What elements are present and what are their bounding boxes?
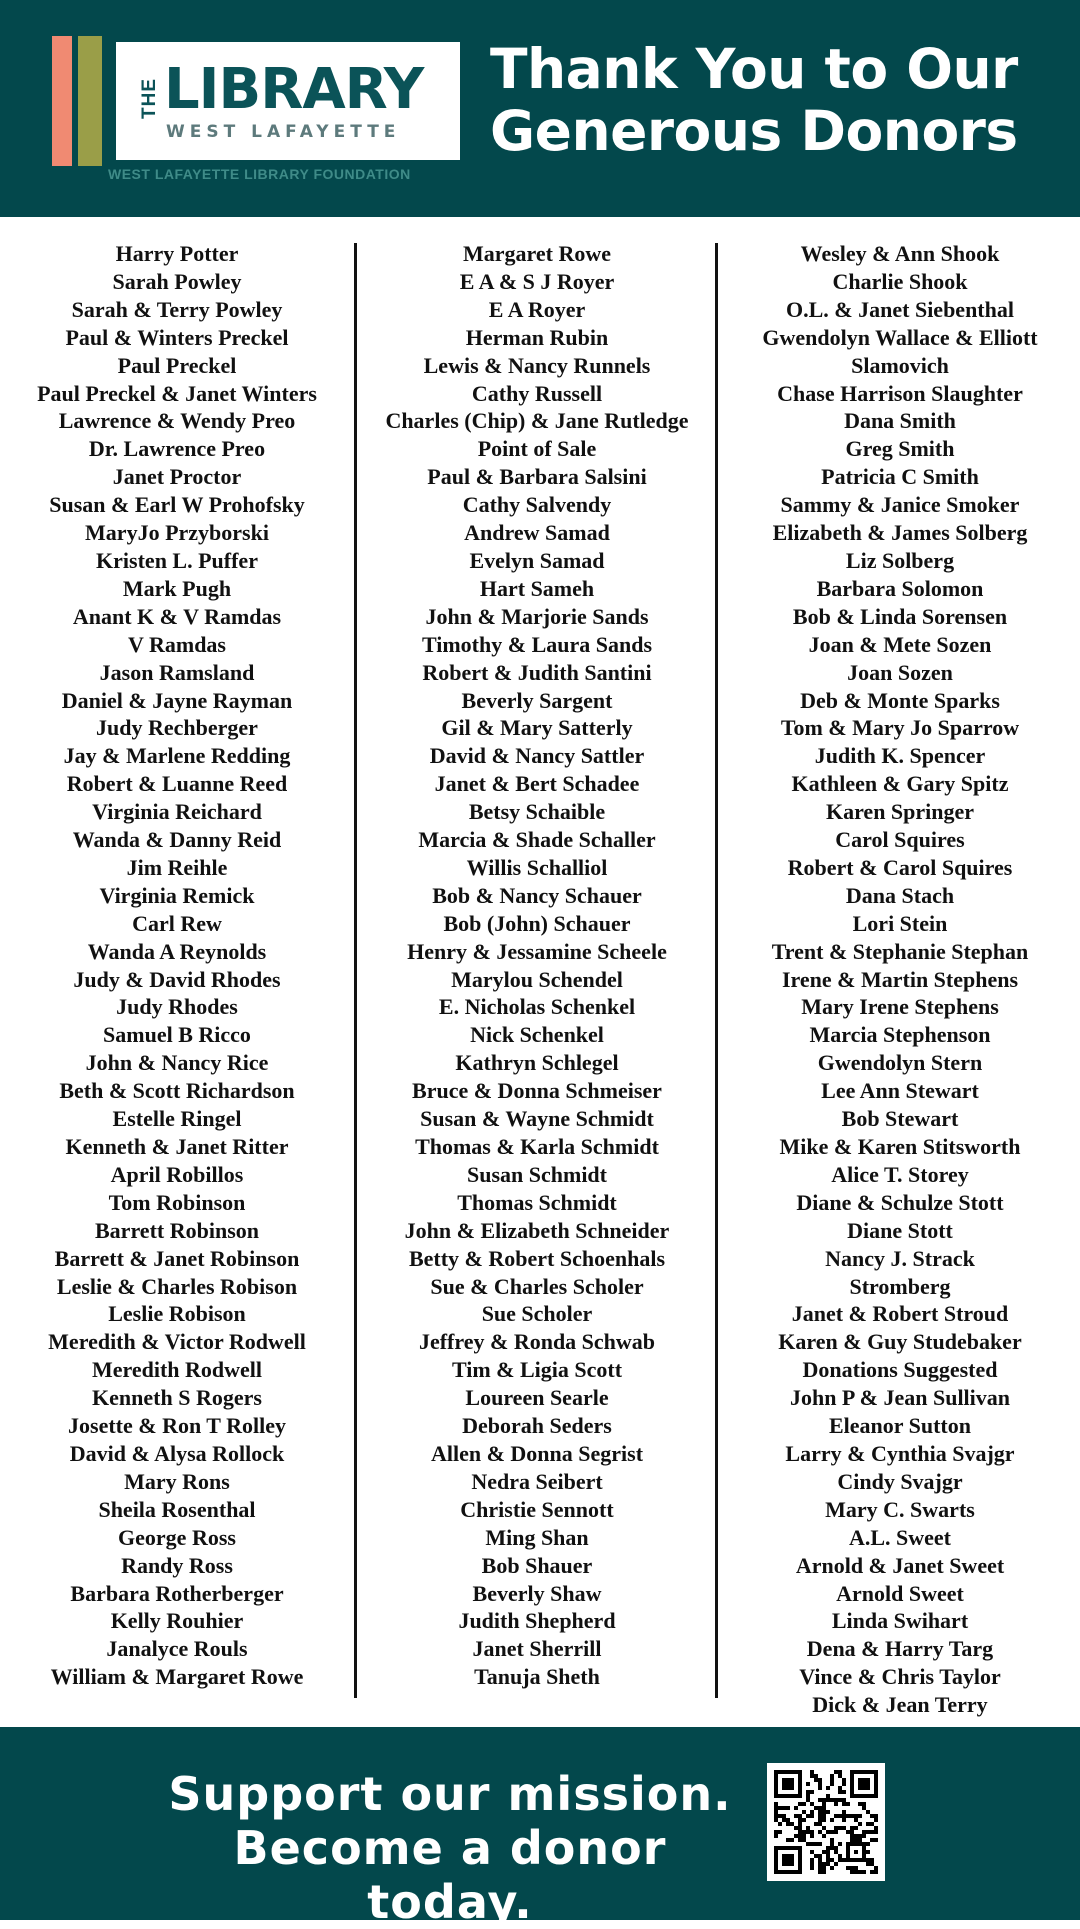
donor-name: Stromberg: [849, 1273, 951, 1299]
donor-name: Joan Sozen: [847, 659, 953, 685]
donor-name: Dena & Harry Targ: [806, 1636, 994, 1662]
donor-name: John & Marjorie Sands: [425, 603, 649, 629]
donor-name: Kathleen & Gary Spitz: [791, 771, 1009, 797]
donor-name: Dr. Lawrence Preo: [88, 436, 266, 462]
donor-name: V Ramdas: [127, 631, 226, 657]
donor-name: Linda Swihart: [831, 1608, 969, 1634]
donor-name: Tom Robinson: [108, 1189, 246, 1215]
donor-name: Robert & Carol Squires: [787, 854, 1013, 880]
cta-line-1: Support our mission.: [168, 1767, 732, 1821]
donor-name: Judith Shepherd: [458, 1608, 616, 1634]
column-divider-1: [354, 243, 357, 1698]
donor-name: Robert & Judith Santini: [422, 659, 652, 685]
donor-name: Andrew Samad: [464, 520, 610, 546]
donor-name: Diane Stott: [847, 1217, 953, 1243]
donor-name: Marcia Stephenson: [809, 1022, 991, 1048]
donor-name: Nancy J. Strack: [825, 1245, 975, 1271]
donor-name: Betty & Robert Schoenhals: [408, 1245, 666, 1271]
donor-name: Bruce & Donna Schmeiser: [412, 1078, 662, 1104]
donor-column-2: [367, 240, 707, 1691]
donor-name: Liz Solberg: [845, 547, 955, 573]
donor-name: David & Nancy Sattler: [429, 743, 645, 769]
donor-name: Irene & Martin Stephens: [781, 966, 1019, 992]
donor-name: Nedra Seibert: [471, 1468, 603, 1494]
donor-name: Donations Suggested: [802, 1357, 998, 1383]
donor-name: Willis Schalliol: [466, 854, 608, 880]
donor-name: Virginia Reichard: [92, 799, 262, 825]
donor-name: Carol Squires: [835, 827, 965, 853]
donor-name: Cathy Russell: [471, 380, 603, 406]
donor-name: Sarah & Terry Powley: [71, 296, 283, 322]
donor-name: Eleanor Sutton: [828, 1413, 971, 1439]
donor-name: Nick Schenkel: [470, 1022, 604, 1048]
donor-name: Paul Preckel: [117, 352, 237, 378]
donor-name: April Robillos: [110, 1161, 244, 1187]
donor-name: Barbara Rotherberger: [70, 1580, 284, 1606]
donor-name: Leslie Robison: [108, 1301, 246, 1327]
donor-name: Allen & Donna Segrist: [430, 1440, 644, 1466]
title-line-2: Generous Donors: [490, 99, 1018, 163]
donor-name: Larry & Cynthia Svajgr: [785, 1440, 1015, 1466]
donor-name: Susan & Wayne Schmidt: [420, 1106, 654, 1132]
donor-name: Bob Shauer: [481, 1552, 593, 1578]
donor-name: Janet Proctor: [112, 464, 242, 490]
donor-name: Paul Preckel & Janet Winters: [37, 380, 317, 406]
donor-name: George Ross: [118, 1524, 236, 1550]
donor-name: Evelyn Samad: [469, 547, 605, 573]
donor-name: Arnold & Janet Sweet: [795, 1552, 1005, 1578]
donor-name: Dana Stach: [845, 882, 955, 908]
page-title: [490, 38, 1060, 162]
donor-name: Sue Scholer: [481, 1301, 593, 1327]
donor-name: Kelly Rouhier: [110, 1608, 244, 1634]
donor-name: Christie Sennott: [460, 1496, 614, 1522]
donor-name: Janalyce Rouls: [106, 1636, 248, 1662]
donor-name: Loureen Searle: [465, 1385, 609, 1411]
donor-name: Anant K & V Ramdas: [72, 603, 282, 629]
donor-name: Thomas Schmidt: [457, 1189, 617, 1215]
donor-name: Mary Rons: [124, 1468, 230, 1494]
donor-name: Henry & Jessamine Scheele: [407, 938, 667, 964]
donor-name: Karen & Guy Studebaker: [778, 1329, 1022, 1355]
donor-name: Josette & Ron T Rolley: [68, 1413, 286, 1439]
donor-name: Randy Ross: [121, 1552, 233, 1578]
donor-name: Paul & Winters Preckel: [65, 324, 289, 350]
donor-name: Alice T. Storey: [831, 1161, 969, 1187]
donor-name: John & Elizabeth Schneider: [404, 1217, 670, 1243]
donor-name: Tanuja Sheth: [474, 1664, 600, 1690]
donor-name: Bob & Linda Sorensen: [792, 603, 1008, 629]
donor-name: Sammy & Janice Smoker: [780, 492, 1020, 518]
donor-name: Cindy Svajgr: [837, 1468, 963, 1494]
donor-name: Greg Smith: [845, 436, 955, 462]
donor-name: Kristen L. Puffer: [96, 547, 258, 573]
foundation-name: WEST LAFAYETTE LIBRARY FOUNDATION: [108, 166, 411, 182]
donor-name: Jay & Marlene Redding: [63, 743, 291, 769]
donor-name: Wesley & Ann Shook: [800, 241, 1000, 266]
donor-name: Susan Schmidt: [466, 1161, 607, 1187]
donor-name: Sarah Powley: [112, 268, 242, 294]
donor-name: Kenneth S Rogers: [92, 1385, 262, 1411]
donor-name: Lewis & Nancy Runnels: [423, 352, 651, 378]
donor-name: Mary Irene Stephens: [801, 994, 999, 1020]
donor-name: Slamovich: [851, 352, 949, 378]
donor-name: Sue & Charles Scholer: [430, 1273, 644, 1299]
donor-name: Vince & Chris Taylor: [799, 1664, 1001, 1690]
donor-name: Sheila Rosenthal: [98, 1496, 256, 1522]
logo-library-text: LIBRARY: [164, 57, 424, 122]
donor-name: Marylou Schendel: [451, 966, 623, 992]
cta-line-2: Become a donor today.: [233, 1821, 667, 1929]
donor-name: Bob (John) Schauer: [443, 910, 631, 936]
donor-name: Meredith Rodwell: [91, 1357, 263, 1383]
logo-the-text: THE: [139, 78, 160, 120]
donor-name: Bob & Nancy Schauer: [432, 882, 642, 908]
title-line-1: Thank You to Our: [490, 37, 1018, 101]
donor-name: Barbara Solomon: [816, 575, 984, 601]
donor-name: O.L. & Janet Siebenthal: [786, 296, 1014, 322]
donor-name: Tom & Mary Jo Sparrow: [780, 715, 1020, 741]
donor-name: Barrett Robinson: [95, 1217, 259, 1243]
donor-name: David & Alysa Rollock: [69, 1440, 285, 1466]
donor-name: Chase Harrison Slaughter: [777, 380, 1023, 406]
donor-name: Deborah Seders: [462, 1413, 612, 1439]
donor-name: Elizabeth & James Solberg: [772, 520, 1028, 546]
footer-banner: [0, 1727, 1080, 1929]
donor-name: Hart Sameh: [479, 575, 595, 601]
call-to-action: [150, 1767, 750, 1929]
donor-name: Beverly Shaw: [472, 1580, 602, 1606]
donor-name: Samuel B Ricco: [103, 1022, 251, 1048]
donor-name: Cathy Salvendy: [462, 492, 612, 518]
header-banner: [0, 0, 1080, 217]
donor-name: Robert & Luanne Reed: [66, 771, 288, 797]
donor-name: Janet & Robert Stroud: [791, 1301, 1009, 1327]
coral-accent-bar: [52, 36, 72, 166]
donor-name: Harry Potter: [115, 241, 239, 266]
donor-name: Judith K. Spencer: [814, 743, 986, 769]
donor-name: Mark Pugh: [122, 575, 232, 601]
olive-accent-bar: [78, 36, 102, 166]
donor-name: Gwendolyn Wallace & Elliott: [762, 324, 1038, 350]
donor-name: Susan & Earl W Prohofsky: [49, 492, 305, 518]
donor-name: Lawrence & Wendy Preo: [58, 408, 296, 434]
donor-name: Beth & Scott Richardson: [59, 1078, 295, 1104]
donor-name: John & Nancy Rice: [85, 1050, 269, 1076]
donor-name: Lee Ann Stewart: [821, 1078, 979, 1104]
qr-code-icon[interactable]: [767, 1763, 885, 1881]
donor-name: A.L. Sweet: [848, 1524, 952, 1550]
donor-name: Janet Sherrill: [472, 1636, 602, 1662]
donor-name: Herman Rubin: [465, 324, 609, 350]
donor-name: John P & Jean Sullivan: [789, 1385, 1011, 1411]
donor-name: Gil & Mary Satterly: [441, 715, 633, 741]
donor-name: Margaret Rowe: [462, 241, 612, 266]
donor-name: Janet & Bert Schadee: [434, 771, 640, 797]
qr-code-graphic: [774, 1770, 878, 1874]
donor-name: Beverly Sargent: [461, 687, 613, 713]
donor-name: Thomas & Karla Schmidt: [415, 1134, 659, 1159]
donor-name: Charles (Chip) & Jane Rutledge: [385, 408, 689, 434]
donor-column-3: [730, 240, 1070, 1719]
donor-name: Barrett & Janet Robinson: [54, 1245, 300, 1271]
donor-name: Kathryn Schlegel: [455, 1050, 619, 1076]
donor-name: Estelle Ringel: [112, 1106, 242, 1132]
donor-name: Judy Rechberger: [96, 715, 258, 741]
donor-name: Carl Rew: [132, 910, 222, 936]
library-logo: [116, 42, 460, 160]
donor-name: Arnold Sweet: [836, 1580, 964, 1606]
donor-name: Betsy Schaible: [468, 799, 606, 825]
donor-name: E A & S J Royer: [459, 268, 615, 294]
donor-name: Bob Stewart: [841, 1106, 959, 1132]
donor-name: Ming Shan: [485, 1524, 589, 1550]
donor-name: E. Nicholas Schenkel: [438, 994, 636, 1020]
donor-name: Diane & Schulze Stott: [796, 1189, 1004, 1215]
donor-name: Virginia Remick: [99, 882, 255, 908]
donor-name: William & Margaret Rowe: [50, 1664, 304, 1690]
column-divider-2: [715, 243, 718, 1698]
donor-name: Jeffrey & Ronda Schwab: [418, 1329, 656, 1355]
donor-name: Paul & Barbara Salsini: [427, 464, 647, 490]
donor-name: Jason Ramsland: [99, 659, 255, 685]
donor-name: Wanda A Reynolds: [87, 938, 267, 964]
logo-city-text: WEST LAFAYETTE: [166, 122, 401, 142]
donor-name: Marcia & Shade Schaller: [418, 827, 656, 853]
donor-name: Point of Sale: [477, 436, 597, 462]
donor-name: Trent & Stephanie Stephan: [771, 938, 1029, 964]
donor-name: Gwendolyn Stern: [817, 1050, 983, 1076]
donor-name: Leslie & Charles Robison: [56, 1273, 298, 1299]
donor-name: Mike & Karen Stitsworth: [779, 1134, 1021, 1159]
donor-name: Charlie Shook: [832, 268, 968, 294]
donor-name: Joan & Mete Sozen: [808, 631, 992, 657]
donor-name: Timothy & Laura Sands: [421, 631, 653, 657]
donor-name: Lori Stein: [852, 910, 948, 936]
donor-name: Dana Smith: [844, 408, 956, 434]
donor-name: MaryJo Przyborski: [85, 520, 269, 546]
donor-column-1: [7, 240, 347, 1691]
donor-name: Karen Springer: [825, 799, 975, 825]
donor-name: Deb & Monte Sparks: [800, 687, 1000, 713]
donor-name: Daniel & Jayne Rayman: [61, 687, 293, 713]
donor-name: Jim Reihle: [126, 854, 228, 880]
donor-name: Mary C. Swarts: [825, 1496, 975, 1522]
donor-name: Dick & Jean Terry: [812, 1692, 988, 1718]
donor-name: Judy & David Rhodes: [73, 966, 281, 992]
donor-name: Kenneth & Janet Ritter: [65, 1134, 289, 1159]
donor-name: Wanda & Danny Reid: [72, 827, 282, 853]
donor-name: E A Royer: [488, 296, 586, 322]
donor-name: Tim & Ligia Scott: [451, 1357, 623, 1383]
donor-name: Patricia C Smith: [821, 464, 979, 490]
donor-name: Judy Rhodes: [116, 994, 238, 1020]
donor-name: Meredith & Victor Rodwell: [48, 1329, 306, 1355]
